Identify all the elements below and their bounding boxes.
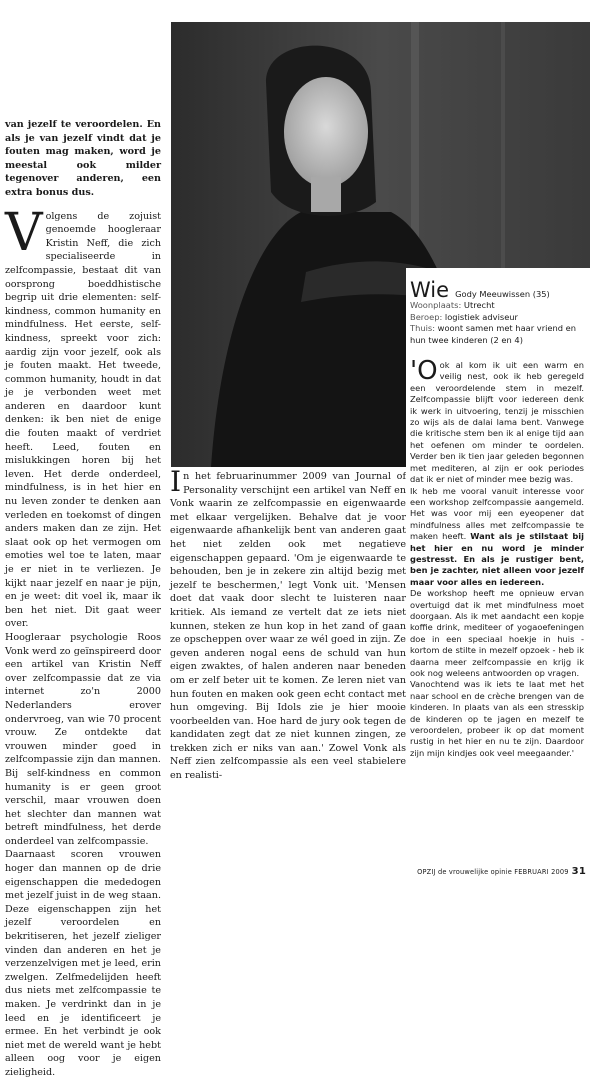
middle-paragraph: In het februarinummer 2009 van Journal of Personality verschijnt een artikel van Neff en Vonk waarin ze zelfcompassie en eigenwaarde met elkaar vergelijken. Behalve dat je voor eigenwaarde afhankelijk bent van anderen gaat het niet zelden ook met negatieve eigenschappen gepaard. 'Om je eigenwaarde te behouden, ben je in zekere zin altijd bezig met jezelf te beschermen,' legt Vonk uit. 'Mensen doet dat vaak door slecht te luisteren naar kritiek. Als iemand ze vertelt dat ze iets niet kunnen, steken ze hun kop in het zand of gaan ze opscheppen over waar ze wél goed in zijn. Ze geven anderen nogal eens de schuld van hun eigen zwaktes, of halen anderen naar beneden om er zelf beter uit te komen. Ze leren niet van hun fouten en maken ook geen echt contact met hun omgeving. Bij Idols zie je hier mooie voorbeelden van. Hoe hard de jury ook tegen de kandidaten zegt dat ze niet kunnen zingen, ze trekken zich er niks van aan.' Zowel Vonk als Neff zien zelfcompassie als een veel stabielere en realisti- bbox=[170, 465, 406, 782]
profile-name: Gody Meeuwissen (35) bbox=[455, 289, 550, 299]
thuis-row bbox=[410, 323, 584, 346]
quote-paragraph-2 bbox=[410, 486, 584, 589]
quote-paragraph-2-text: Ik heb me vooral vanuit interesse voor een workshop zelfcompassie aangemeld. Het was voor mij een eyeopener dat mindfulness alles met zelfcompassie te maken heeft. bbox=[410, 485, 584, 542]
quote-paragraph-1: 'Ook al kom ik uit een warm en veilig nest, ook ik heb geregeld een veroordelende stem in mezelf. Zelfcompassie blijft voor iedereen denk ik werk in uitvoering, tenzij je misschien zo wijs als de dalai lama bent. Vanwege die kritische stem ben ik al enige tijd aan het oefenen om minder te oordelen. Verder ben ik tien jaar geleden begonnen met mediteren, al zijn er ook periodes dat ik er niet of minder mee bezig was. bbox=[410, 356, 584, 485]
footer-text: OPZIJ de vrouwelijke opinie FEBRUARI 2009 bbox=[417, 868, 569, 876]
beroep-value: logistiek adviseur bbox=[444, 311, 518, 322]
quote-paragraph-3: De workshop heeft me opnieuw ervan overtuigd dat ik met mindfulness moet doorgaan. Als ik met aandacht een kopje koffie drink, mediteer of yogaoefeningen doe in een speciaal hoekje in huis - kortom de stilte in mezelf opzoek - heb ik daarna meer zelfcompassie en krijg ik ook nog weleens antwoorden op vragen. bbox=[410, 588, 584, 678]
beroep-label: Beroep: bbox=[410, 311, 443, 322]
quote-block bbox=[406, 356, 590, 759]
profile-sidebar bbox=[406, 268, 590, 858]
middle-column bbox=[170, 465, 406, 783]
quote-paragraph-2-bold: Want als je stilstaat bij het hier en nu word je minder gestresst. En als je rustiger bent, ben je zachter, niet alleen voor jezelf maar voor alles en iedereen. bbox=[410, 531, 584, 587]
page-footer bbox=[417, 866, 586, 877]
wie-box bbox=[406, 268, 590, 346]
body-paragraph-2: Hoogleraar psychologie Roos Vonk werd zo geïnspireerd door een artikel van Kristin Neff over zelfcompassie dat ze via internet zo'n 2000 Nederlanders erover ondervroeg, van wie 70 procent vrouw. Ze ontdekte dat vrouwen minder goed in zelfcompassie zijn dan mannen. Bij self-kindness en common humanity is er geen groot verschil, maar vrouwen doen het slechter dan mannen wat betreft mindfulness, het derde onderdeel van zelfcompassie. bbox=[5, 631, 161, 847]
wie-title: Wie bbox=[410, 278, 450, 302]
thuis-label: Thuis: bbox=[410, 323, 436, 334]
page-number: 31 bbox=[571, 866, 586, 877]
body-paragraph-3: Daarnaast scoren vrouwen hoger dan mannen op de drie eigenschappen die mededogen met jezelf juist in de weg staan. Deze eigenschappen zijn het jezelf veroordelen en bekritiseren, het jezelf zieliger vinden dan anderen en het je verzenzelvigen met je leed, erin zwelgen. Zelfmedelijden heeft dus niets met zelfcompassie te maken. Je verdrinkt dan in je leed en je identificeert je ermee. En het verbindt je ook niet met de wereld want je hebt alleen oog voor je eigen zieligheid. bbox=[5, 849, 161, 1078]
woonplaats-label: Woonplaats: bbox=[410, 300, 462, 311]
beroep-row bbox=[410, 312, 584, 323]
lead-paragraph: van jezelf te veroordelen. En als je van jezelf vindt dat je fouten mag maken, word je meestal ook milder tegenover anderen, een extra bonus dus. bbox=[5, 119, 161, 198]
wie-header bbox=[410, 280, 584, 300]
left-column bbox=[5, 118, 161, 1080]
woonplaats-value: Utrecht bbox=[463, 300, 495, 311]
thuis-value: woont samen met haar vriend en hun twee kinderen (2 en 4) bbox=[410, 323, 577, 345]
body-paragraph-1: Volgens de zojuist genoemde hoogleraar Kristin Neff, die zich specialiseerde in zelfcompassie, bestaat dit van oorsprong boeddhistische begrip uit drie elementen: self-kindness, common humanity en mindfulness. Het eerste, self-kindness, spreekt voor zich: aardig zijn voor jezelf, ook als je fouten maakt. Het tweede, common humanity, houdt in dat je je verbonden weet met anderen en daardoor kunt denken: ik ben niet de enige die fouten maakt of verdriet heeft. Leed, fouten en mislukkingen horen bij het leven. Het derde onderdeel, mindfulness, is in het hier en nu leven zonder te denken aan verleden en toekomst of dingen anders maken dan ze zijn. Het slaat ook op het vermogen om emoties wel toe te laten, maar je er niet in te verliezen. Je kijkt naar jezelf en naar je pijn, en je weet: dit voel ik, maar ik ben het niet. Dit gaat weer over. bbox=[5, 202, 161, 630]
quote-paragraph-4: Vanochtend was ik iets te laat met het naar school en de crèche brengen van de kinderen. In plaats van als een stresskip de kinderen op te jagen en mezelf te veroordelen, probeer ik op dat moment rustig in het hier en nu te zijn. Daardoor zijn mijn kindjes ook veel meegaander.' bbox=[410, 679, 584, 758]
woonplaats-row bbox=[410, 300, 584, 311]
